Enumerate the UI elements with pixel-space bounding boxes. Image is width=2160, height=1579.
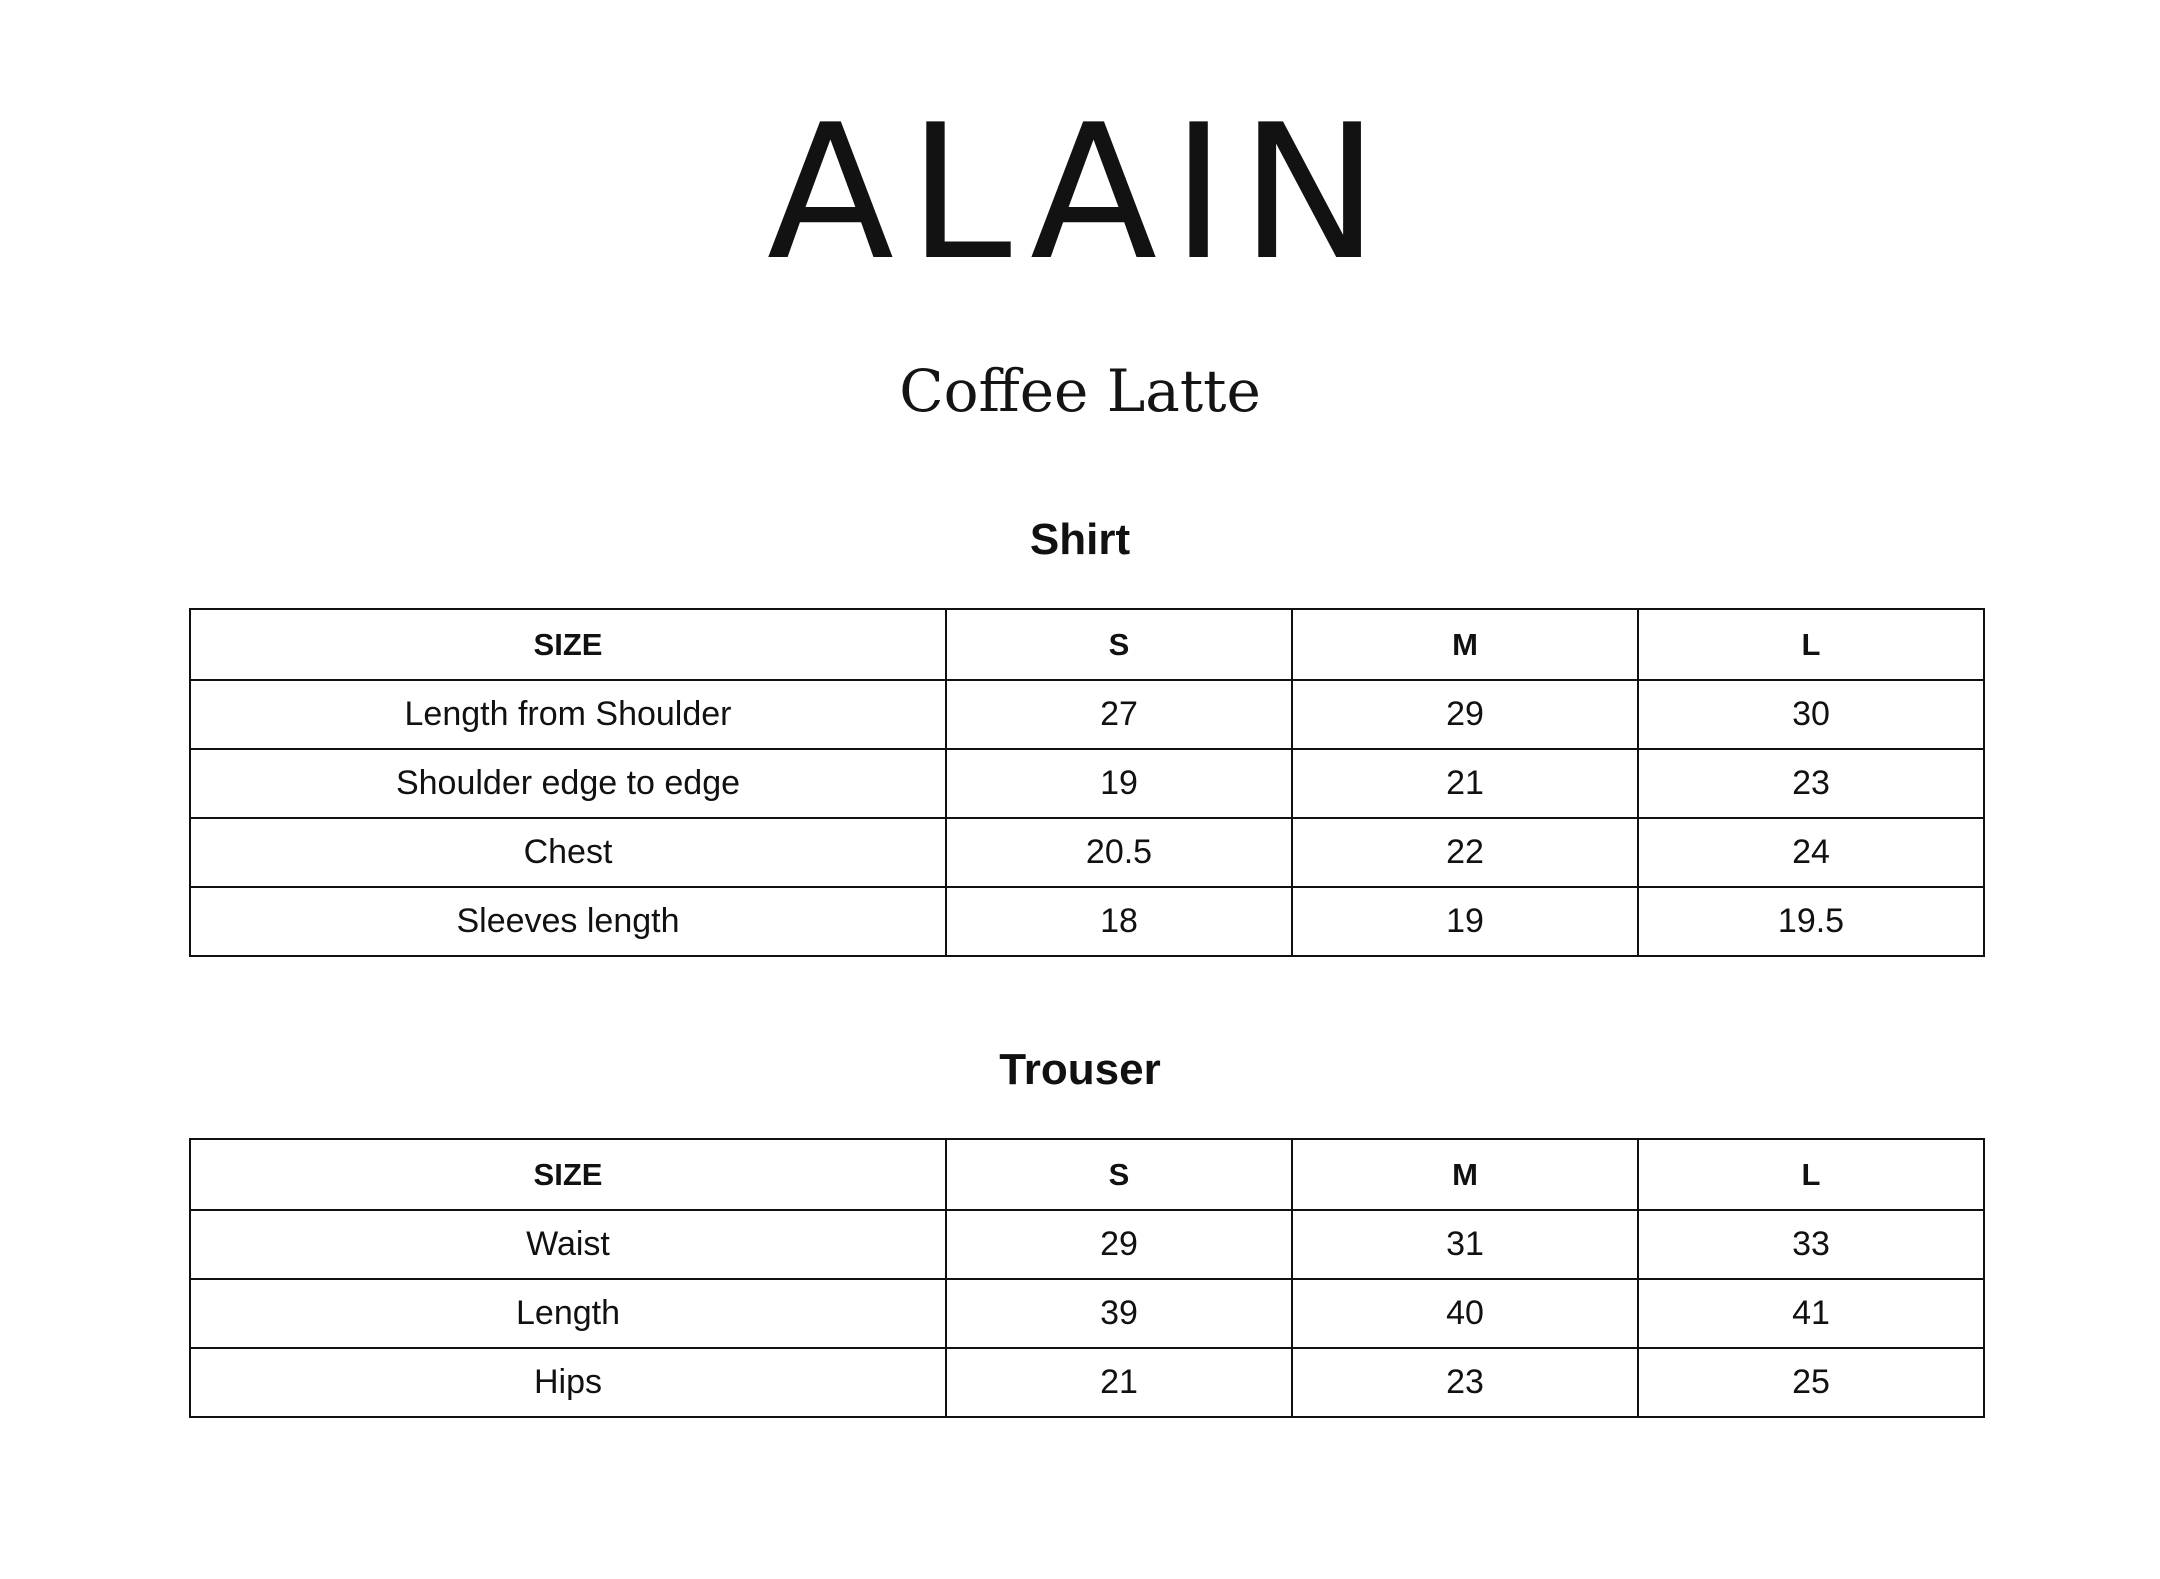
value-cell: 25 bbox=[1638, 1348, 1984, 1417]
value-cell: 22 bbox=[1292, 818, 1638, 887]
value-cell: 29 bbox=[946, 1210, 1292, 1279]
table-header-row bbox=[190, 1139, 1984, 1210]
row-label: Chest bbox=[190, 818, 946, 887]
value-cell: 27 bbox=[946, 680, 1292, 749]
header-cell-l: L bbox=[1638, 609, 1984, 680]
value-cell: 23 bbox=[1638, 749, 1984, 818]
shirt-section-title: Shirt bbox=[1029, 515, 1131, 564]
value-cell: 41 bbox=[1638, 1279, 1984, 1348]
product-name: Coffee Latte bbox=[899, 357, 1261, 425]
value-cell: 40 bbox=[1292, 1279, 1638, 1348]
header-cell-l: L bbox=[1638, 1139, 1984, 1210]
trouser-section-title: Trouser bbox=[999, 1045, 1161, 1094]
table-row bbox=[190, 887, 1984, 956]
brand-logo-title: ALAIN bbox=[766, 84, 1394, 301]
value-cell: 33 bbox=[1638, 1210, 1984, 1279]
header-cell-s: S bbox=[946, 609, 1292, 680]
table-row bbox=[190, 1210, 1984, 1279]
row-label: Length bbox=[190, 1279, 946, 1348]
value-cell: 19.5 bbox=[1638, 887, 1984, 956]
row-label: Sleeves length bbox=[190, 887, 946, 956]
value-cell: 23 bbox=[1292, 1348, 1638, 1417]
value-cell: 21 bbox=[946, 1348, 1292, 1417]
value-cell: 20.5 bbox=[946, 818, 1292, 887]
row-label: Hips bbox=[190, 1348, 946, 1417]
value-cell: 39 bbox=[946, 1279, 1292, 1348]
table-row bbox=[190, 1279, 1984, 1348]
value-cell: 19 bbox=[1292, 887, 1638, 956]
value-cell: 31 bbox=[1292, 1210, 1638, 1279]
table-header-row bbox=[190, 609, 1984, 680]
header-cell-size: SIZE bbox=[190, 609, 946, 680]
header-cell-size: SIZE bbox=[190, 1139, 946, 1210]
header-cell-m: M bbox=[1292, 609, 1638, 680]
row-label: Shoulder edge to edge bbox=[190, 749, 946, 818]
header-cell-m: M bbox=[1292, 1139, 1638, 1210]
header-cell-s: S bbox=[946, 1139, 1292, 1210]
value-cell: 30 bbox=[1638, 680, 1984, 749]
value-cell: 29 bbox=[1292, 680, 1638, 749]
table-row bbox=[190, 818, 1984, 887]
table-row bbox=[190, 680, 1984, 749]
row-label: Waist bbox=[190, 1210, 946, 1279]
table-row bbox=[190, 1348, 1984, 1417]
value-cell: 19 bbox=[946, 749, 1292, 818]
shirt-size-table bbox=[189, 608, 1985, 957]
table-row bbox=[190, 749, 1984, 818]
value-cell: 24 bbox=[1638, 818, 1984, 887]
value-cell: 18 bbox=[946, 887, 1292, 956]
value-cell: 21 bbox=[1292, 749, 1638, 818]
trouser-size-table bbox=[189, 1138, 1985, 1418]
row-label: Length from Shoulder bbox=[190, 680, 946, 749]
